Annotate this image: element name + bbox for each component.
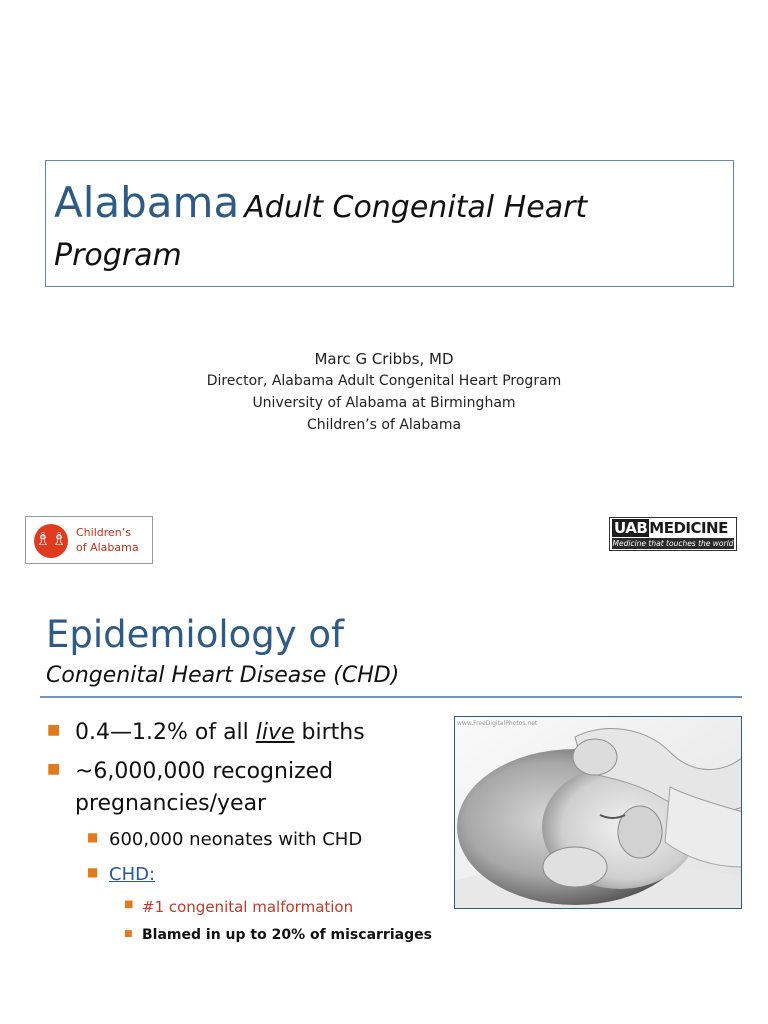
photo-watermark: www.FreeDigitalPhotos.net [457,720,538,727]
bullet-malformation: ■ #1 congenital malformation [142,896,353,918]
slide-subtitle: Congenital Heart Disease (CHD) [46,663,400,688]
bullet-chd: ■ CHD: [109,862,155,888]
affiliation-director: Director, Alabama Adult Congenital Heart Program [206,373,562,389]
title-divider [40,696,742,698]
bullet-miscarriages: ■ Blamed in up to 20% of miscarriages [142,925,432,945]
bullet-marker-icon: ■ [47,722,61,738]
childrens-of-alabama-logo [25,516,153,564]
bullet-pregnancies: ■ ~6,000,000 recognized [75,756,333,788]
affiliation-university: University of Alabama at Birmingham [252,395,516,411]
uab-medicine-wordmark: UAB MEDICINE [614,519,728,537]
uab-tagline: Medicine that touches the world [612,539,734,548]
title-subtitle: Adult Congenital Heart [244,190,588,225]
slide-title: Epidemiology of [46,613,345,656]
bullet-marker-icon: ■ [87,830,99,844]
title-subtitle-line2: Program [54,238,182,273]
bullet-neonates: ■ 600,000 neonates with CHD [109,827,362,853]
title-main: Alabama [54,178,240,227]
bullet-marker-icon: ■ [87,865,99,879]
affiliation-childrens: Children’s of Alabama [306,417,462,433]
uab-medicine-logo [609,517,737,551]
author-name: Marc G Cribbs, MD [314,350,454,368]
bullet-pregnancies-cont: pregnancies/year [75,791,267,816]
bullet-marker-icon: ■ [47,761,61,777]
children-figures-icon: ♗♗ [34,529,68,550]
childrens-logo-text: Children’s of Alabama [76,526,139,554]
bullet-marker-icon: ■ [124,899,134,910]
sleeping-baby-photo [454,716,742,909]
baby-photo-illustration [455,717,742,909]
bullet-marker-icon: ■ [124,929,133,939]
author-block [0,348,768,436]
title-line [54,179,725,236]
bullet-live-births: ■ 0.4—1.2% of all live births [75,717,365,749]
title-box [45,160,734,287]
